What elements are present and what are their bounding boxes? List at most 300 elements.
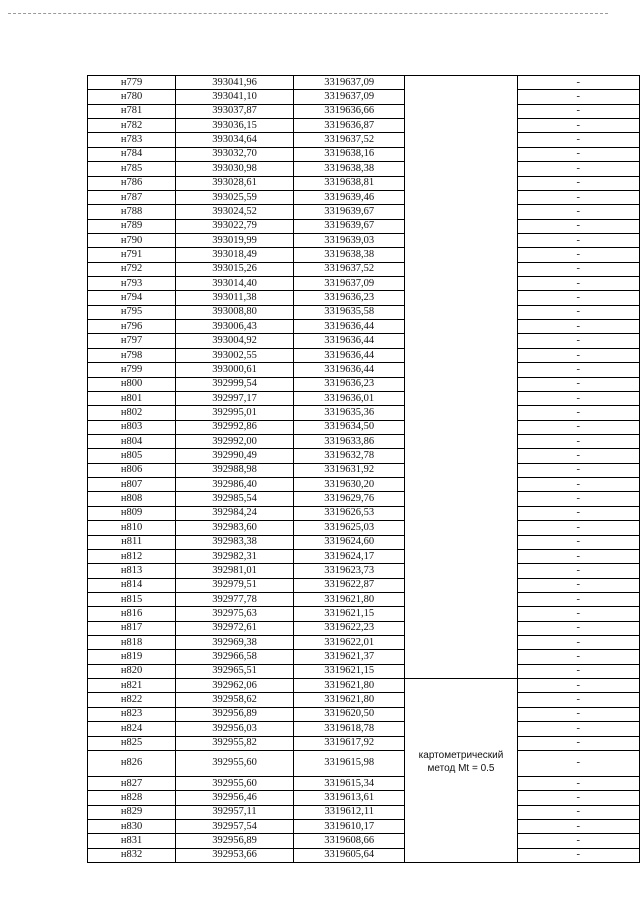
point-name-cell: н815 [88,592,176,606]
table-row [88,291,640,305]
table-row [88,76,640,90]
point-name-cell: н784 [88,147,176,161]
y-coordinate-cell: 3319636,23 [293,377,405,391]
x-coordinate-cell: 392983,60 [176,521,294,535]
table-row [88,636,640,650]
y-coordinate-cell: 3319633,86 [293,434,405,448]
method-cell [405,492,517,506]
method-cell [405,277,517,291]
method-cell [405,549,517,563]
point-name-cell: н821 [88,679,176,693]
y-coordinate-cell: 3319637,09 [293,90,405,104]
point-name-cell: н826 [88,750,176,776]
x-coordinate-cell: 392995,01 [176,406,294,420]
point-name-cell: н798 [88,348,176,362]
point-name-cell: н820 [88,664,176,678]
x-coordinate-cell: 392955,60 [176,776,294,790]
method-cell [405,434,517,448]
table-row [88,535,640,549]
x-coordinate-cell: 393025,59 [176,190,294,204]
method-cell [405,334,517,348]
note-cell: - [517,848,639,862]
x-coordinate-cell: 392997,17 [176,391,294,405]
note-cell: - [517,334,639,348]
table-row [88,190,640,204]
note-cell: - [517,679,639,693]
y-coordinate-cell: 3319638,38 [293,248,405,262]
y-coordinate-cell: 3319618,78 [293,722,405,736]
table-row [88,463,640,477]
y-coordinate-cell: 3319622,23 [293,621,405,635]
y-coordinate-cell: 3319639,67 [293,219,405,233]
method-cell [405,377,517,391]
x-coordinate-cell: 393041,96 [176,76,294,90]
method-cell: картометрический метод Mt = 0.5 [405,749,517,775]
note-cell: - [517,819,639,833]
x-coordinate-cell: 392956,89 [176,834,294,848]
method-cell [405,176,517,190]
method-cell [405,449,517,463]
table-row [88,104,640,118]
method-cell [405,406,517,420]
method-cell [405,162,517,176]
y-coordinate-cell: 3319620,50 [293,707,405,721]
point-name-cell: н829 [88,805,176,819]
table-row [88,578,640,592]
note-cell: - [517,233,639,247]
y-coordinate-cell: 3319637,52 [293,133,405,147]
table-row [88,205,640,219]
point-name-cell: н817 [88,621,176,635]
method-cell [405,233,517,247]
y-coordinate-cell: 3319636,66 [293,104,405,118]
table-row [88,363,640,377]
x-coordinate-cell: 392990,49 [176,449,294,463]
note-cell: - [517,147,639,161]
table-row [88,521,640,535]
table-row [88,478,640,492]
table-row [88,621,640,635]
x-coordinate-cell: 393022,79 [176,219,294,233]
method-cell [405,219,517,233]
y-coordinate-cell: 3319625,03 [293,521,405,535]
point-name-cell: н830 [88,819,176,833]
point-name-cell: н801 [88,391,176,405]
table-row [88,449,640,463]
x-coordinate-cell: 392956,03 [176,722,294,736]
method-cell [405,650,517,664]
note-cell: - [517,535,639,549]
method-cell [405,693,517,707]
y-coordinate-cell: 3319623,73 [293,564,405,578]
note-cell: - [517,722,639,736]
y-coordinate-cell: 3319639,67 [293,205,405,219]
y-coordinate-cell: 3319638,16 [293,147,405,161]
point-name-cell: н783 [88,133,176,147]
point-name-cell: н813 [88,564,176,578]
table-row [88,133,640,147]
method-cell [405,147,517,161]
note-cell: - [517,262,639,276]
x-coordinate-cell: 393030,98 [176,162,294,176]
note-cell: - [517,363,639,377]
y-coordinate-cell: 3319635,36 [293,406,405,420]
y-coordinate-cell: 3319636,23 [293,291,405,305]
y-coordinate-cell: 3319615,34 [293,776,405,790]
point-name-cell: н802 [88,406,176,420]
table-row [88,219,640,233]
method-cell [405,722,517,736]
y-coordinate-cell: 3319637,09 [293,76,405,90]
table-row [88,722,640,736]
point-name-cell: н828 [88,791,176,805]
y-coordinate-cell: 3319608,66 [293,834,405,848]
note-cell: - [517,391,639,405]
y-coordinate-cell: 3319624,17 [293,549,405,563]
x-coordinate-cell: 392957,11 [176,805,294,819]
x-coordinate-cell: 393011,38 [176,291,294,305]
x-coordinate-cell: 393000,61 [176,363,294,377]
note-cell: - [517,248,639,262]
y-coordinate-cell: 3319621,80 [293,679,405,693]
point-name-cell: н819 [88,650,176,664]
method-cell [405,535,517,549]
method-cell [405,636,517,650]
table-row [88,750,640,776]
method-cell [405,348,517,362]
table-row [88,805,640,819]
table-row [88,664,640,678]
method-cell [405,262,517,276]
y-coordinate-cell: 3319613,61 [293,791,405,805]
x-coordinate-cell: 393014,40 [176,277,294,291]
y-coordinate-cell: 3319637,09 [293,277,405,291]
point-name-cell: н806 [88,463,176,477]
note-cell: - [517,449,639,463]
note-cell: - [517,219,639,233]
x-coordinate-cell: 393034,64 [176,133,294,147]
y-coordinate-cell: 3319638,81 [293,176,405,190]
x-coordinate-cell: 393041,10 [176,90,294,104]
y-coordinate-cell: 3319605,64 [293,848,405,862]
x-coordinate-cell: 393028,61 [176,176,294,190]
table-row [88,233,640,247]
point-name-cell: н792 [88,262,176,276]
method-cell [405,463,517,477]
point-name-cell: н812 [88,549,176,563]
method-cell [405,190,517,204]
note-cell: - [517,76,639,90]
point-name-cell: н779 [88,76,176,90]
method-cell [405,320,517,334]
note-cell: - [517,162,639,176]
table-row [88,305,640,319]
x-coordinate-cell: 393024,52 [176,205,294,219]
table-row [88,248,640,262]
point-name-cell: н808 [88,492,176,506]
y-coordinate-cell: 3319636,44 [293,320,405,334]
x-coordinate-cell: 392975,63 [176,607,294,621]
y-coordinate-cell: 3319622,01 [293,636,405,650]
x-coordinate-cell: 392957,54 [176,819,294,833]
method-cell [405,848,517,862]
point-name-cell: н811 [88,535,176,549]
table-row [88,506,640,520]
note-cell: - [517,190,639,204]
method-cell [405,819,517,833]
table-row [88,736,640,750]
y-coordinate-cell: 3319629,76 [293,492,405,506]
table-row [88,492,640,506]
note-cell: - [517,305,639,319]
note-cell: - [517,592,639,606]
note-cell: - [517,119,639,133]
method-cell [405,736,517,750]
point-name-cell: н805 [88,449,176,463]
table-row [88,334,640,348]
x-coordinate-cell: 392986,40 [176,478,294,492]
point-name-cell: н789 [88,219,176,233]
method-cell [405,592,517,606]
x-coordinate-cell: 392956,89 [176,707,294,721]
note-cell: - [517,578,639,592]
point-name-cell: н787 [88,190,176,204]
table-row [88,650,640,664]
note-cell: - [517,205,639,219]
note-cell: - [517,320,639,334]
note-cell: - [517,621,639,635]
note-cell: - [517,607,639,621]
method-cell [405,834,517,848]
y-coordinate-cell: 3319636,44 [293,363,405,377]
table-row [88,162,640,176]
table-row [88,776,640,790]
x-coordinate-cell: 392977,78 [176,592,294,606]
note-cell: - [517,650,639,664]
x-coordinate-cell: 393004,92 [176,334,294,348]
method-cell [405,90,517,104]
y-coordinate-cell: 3319621,15 [293,664,405,678]
y-coordinate-cell: 3319639,03 [293,233,405,247]
point-name-cell: н791 [88,248,176,262]
y-coordinate-cell: 3319638,38 [293,162,405,176]
point-name-cell: н824 [88,722,176,736]
table-row [88,434,640,448]
x-coordinate-cell: 392984,24 [176,506,294,520]
point-name-cell: н795 [88,305,176,319]
note-cell: - [517,521,639,535]
note-cell: - [517,478,639,492]
y-coordinate-cell: 3319621,37 [293,650,405,664]
x-coordinate-cell: 392979,51 [176,578,294,592]
coordinates-table [87,75,640,863]
x-coordinate-cell: 392955,82 [176,736,294,750]
note-cell: - [517,791,639,805]
method-cell [405,104,517,118]
point-name-cell: н823 [88,707,176,721]
note-cell: - [517,291,639,305]
x-coordinate-cell: 392981,01 [176,564,294,578]
note-cell: - [517,434,639,448]
method-cell [405,564,517,578]
y-coordinate-cell: 3319639,46 [293,190,405,204]
x-coordinate-cell: 393006,43 [176,320,294,334]
point-name-cell: н797 [88,334,176,348]
method-cell [405,291,517,305]
point-name-cell: н804 [88,434,176,448]
note-cell: - [517,776,639,790]
point-name-cell: н803 [88,420,176,434]
y-coordinate-cell: 3319636,87 [293,119,405,133]
x-coordinate-cell: 392999,54 [176,377,294,391]
point-name-cell: н827 [88,776,176,790]
y-coordinate-cell: 3319621,80 [293,693,405,707]
table-row [88,262,640,276]
note-cell: - [517,133,639,147]
x-coordinate-cell: 393002,55 [176,348,294,362]
note-cell: - [517,834,639,848]
table-row [88,277,640,291]
method-cell [405,578,517,592]
point-name-cell: н800 [88,377,176,391]
method-cell [405,791,517,805]
table-row [88,320,640,334]
note-cell: - [517,707,639,721]
point-name-cell: н796 [88,320,176,334]
y-coordinate-cell: 3319610,17 [293,819,405,833]
y-coordinate-cell: 3319631,92 [293,463,405,477]
point-name-cell: н786 [88,176,176,190]
method-cell [405,205,517,219]
y-coordinate-cell: 3319635,58 [293,305,405,319]
x-coordinate-cell: 393036,15 [176,119,294,133]
point-name-cell: н810 [88,521,176,535]
method-cell [405,420,517,434]
point-name-cell: н781 [88,104,176,118]
y-coordinate-cell: 3319636,44 [293,348,405,362]
x-coordinate-cell: 392983,38 [176,535,294,549]
note-cell: - [517,805,639,819]
x-coordinate-cell: 392972,61 [176,621,294,635]
method-cell [405,679,517,693]
coordinates-table-body [88,76,640,863]
table-row [88,791,640,805]
x-coordinate-cell: 392992,86 [176,420,294,434]
y-coordinate-cell: 3319624,60 [293,535,405,549]
header-rule [8,13,608,14]
note-cell: - [517,348,639,362]
x-coordinate-cell: 392992,00 [176,434,294,448]
point-name-cell: н788 [88,205,176,219]
note-cell: - [517,736,639,750]
x-coordinate-cell: 392985,54 [176,492,294,506]
method-cell [405,305,517,319]
table-row [88,147,640,161]
note-cell: - [517,750,639,776]
note-cell: - [517,406,639,420]
x-coordinate-cell: 392966,58 [176,650,294,664]
table-row [88,819,640,833]
point-name-cell: н794 [88,291,176,305]
y-coordinate-cell: 3319632,78 [293,449,405,463]
table-row [88,592,640,606]
x-coordinate-cell: 393015,26 [176,262,294,276]
table-row [88,564,640,578]
note-cell: - [517,176,639,190]
table-row [88,119,640,133]
table-row [88,420,640,434]
x-coordinate-cell: 393037,87 [176,104,294,118]
table-row [88,679,640,693]
table-row [88,391,640,405]
method-cell [405,805,517,819]
x-coordinate-cell: 392955,60 [176,750,294,776]
y-coordinate-cell: 3319621,80 [293,592,405,606]
x-coordinate-cell: 392958,62 [176,693,294,707]
method-cell [405,119,517,133]
method-cell [405,621,517,635]
x-coordinate-cell: 393018,49 [176,248,294,262]
y-coordinate-cell: 3319617,92 [293,736,405,750]
point-name-cell: н809 [88,506,176,520]
table-row [88,406,640,420]
table-row [88,848,640,862]
method-cell [405,248,517,262]
note-cell: - [517,420,639,434]
x-coordinate-cell: 392962,06 [176,679,294,693]
table-row [88,693,640,707]
method-cell [405,521,517,535]
y-coordinate-cell: 3319636,44 [293,334,405,348]
x-coordinate-cell: 392982,31 [176,549,294,563]
x-coordinate-cell: 392965,51 [176,664,294,678]
table-row [88,607,640,621]
method-cell [405,133,517,147]
note-cell: - [517,463,639,477]
note-cell: - [517,693,639,707]
point-name-cell: н825 [88,736,176,750]
method-cell [405,391,517,405]
y-coordinate-cell: 3319615,98 [293,750,405,776]
point-name-cell: н831 [88,834,176,848]
note-cell: - [517,90,639,104]
note-cell: - [517,377,639,391]
note-cell: - [517,549,639,563]
point-name-cell: н818 [88,636,176,650]
point-name-cell: н822 [88,693,176,707]
method-cell [405,76,517,90]
method-cell [405,776,517,790]
note-cell: - [517,492,639,506]
note-cell: - [517,564,639,578]
table-row [88,90,640,104]
table-row [88,834,640,848]
method-cell [405,478,517,492]
method-cell [405,363,517,377]
x-coordinate-cell: 392956,46 [176,791,294,805]
point-name-cell: н814 [88,578,176,592]
x-coordinate-cell: 393032,70 [176,147,294,161]
table-row [88,549,640,563]
point-name-cell: н780 [88,90,176,104]
point-name-cell: н799 [88,363,176,377]
table-row [88,176,640,190]
y-coordinate-cell: 3319621,15 [293,607,405,621]
point-name-cell: н807 [88,478,176,492]
note-cell: - [517,104,639,118]
x-coordinate-cell: 392969,38 [176,636,294,650]
method-cell [405,664,517,678]
